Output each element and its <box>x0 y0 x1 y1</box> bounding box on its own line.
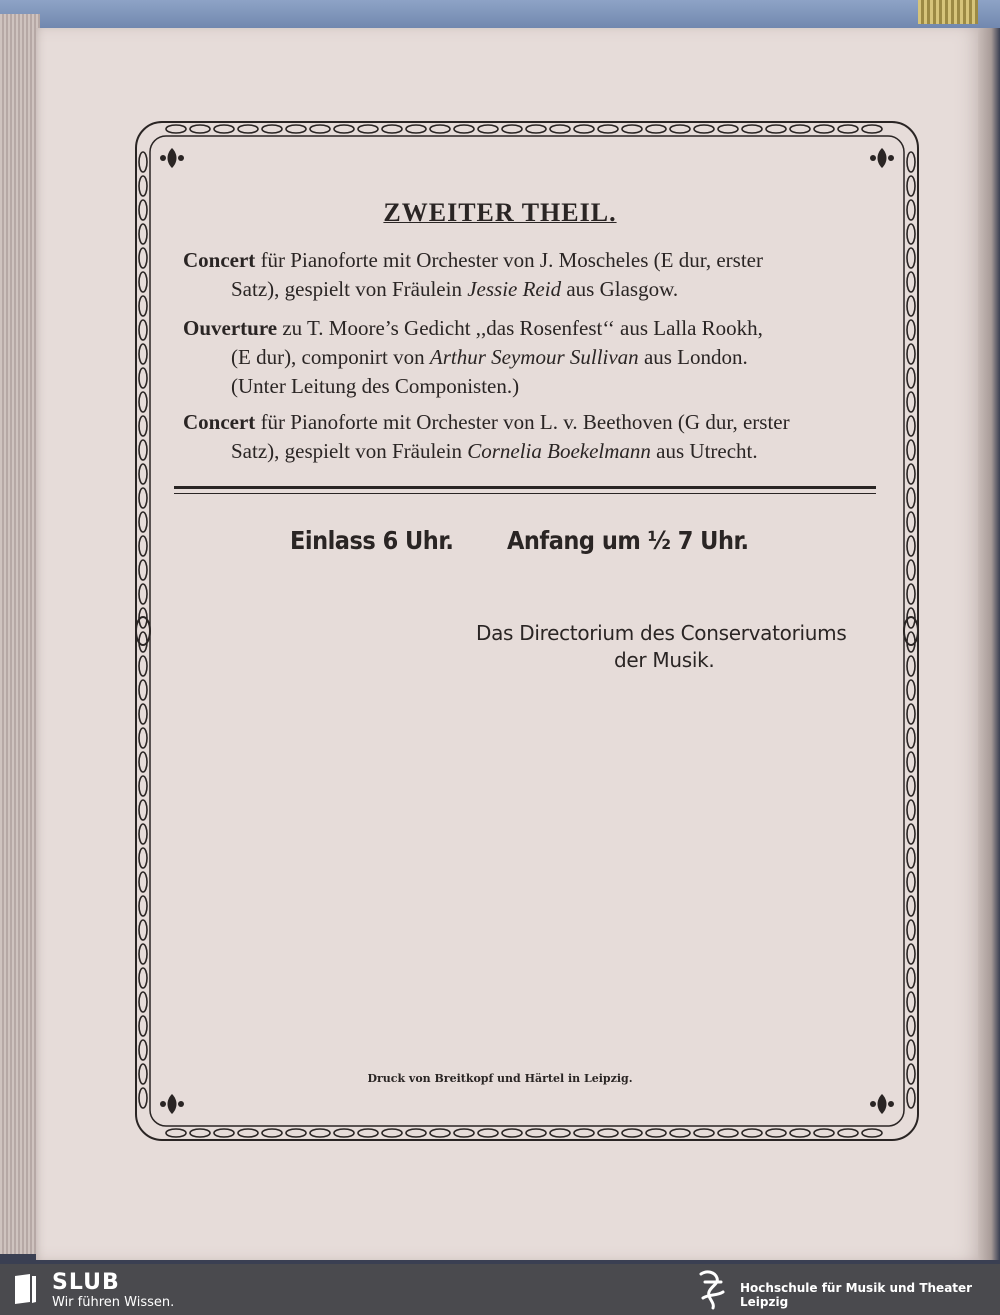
admission-time: Einlass 6 Uhr. <box>290 526 454 555</box>
library-tagline: Wir führen Wissen. <box>52 1295 175 1310</box>
program-item-2 <box>183 314 869 401</box>
item-kind: Concert <box>183 410 256 434</box>
divider-thin <box>174 493 876 494</box>
performer-name: Cornelia Boekelmann <box>467 439 651 463</box>
item-text: aus London. <box>638 345 748 369</box>
program-item-1 <box>183 246 869 304</box>
item-kind: Concert <box>183 248 256 272</box>
item-text: Satz), gespielt von Fräulein <box>231 439 468 463</box>
item-text: aus Utrecht. <box>650 439 758 463</box>
program-item-3 <box>183 408 869 466</box>
library-name[interactable]: SLUB <box>52 1270 120 1295</box>
signature <box>476 620 896 674</box>
signature-line-2: der Musik. <box>614 648 715 672</box>
hmt-logo-icon[interactable] <box>695 1268 731 1312</box>
signature-line-1: Das Directorium des Conservatoriums <box>476 621 847 645</box>
item-text: Satz), gespielt von Fräulein <box>231 277 468 301</box>
item-text: zu T. Moore’s Gedicht ,,das Rosenfest‘‘ aus Lalla Rookh, <box>282 316 763 340</box>
start-time: Anfang um ½ 7 Uhr. <box>507 526 749 555</box>
item-text: (E dur), componirt von <box>231 345 430 369</box>
section-title: ZWEITER THEIL. <box>383 198 617 227</box>
item-text: für Pianoforte mit Orchester von J. Moscheles (E dur, erster <box>260 248 763 272</box>
item-note: (Unter Leitung des Componisten.) <box>231 374 520 398</box>
footer-bar <box>0 1264 1000 1315</box>
item-text: für Pianoforte mit Orchester von L. v. Beethoven (G dur, erster <box>260 410 790 434</box>
divider-thick <box>174 486 876 489</box>
item-kind: Ouverture <box>183 316 278 340</box>
institution-name[interactable]: Hochschule für Musik und Theater Leipzig <box>740 1281 973 1309</box>
slub-logo-icon[interactable] <box>12 1272 38 1306</box>
printer-imprint: Druck von Breitkopf und Härtel in Leipzig. <box>367 1072 633 1085</box>
item-text: aus Glasgow. <box>561 277 679 301</box>
performer-name: Jessie Reid <box>467 277 562 301</box>
composer-name: Arthur Seymour Sullivan <box>429 345 639 369</box>
